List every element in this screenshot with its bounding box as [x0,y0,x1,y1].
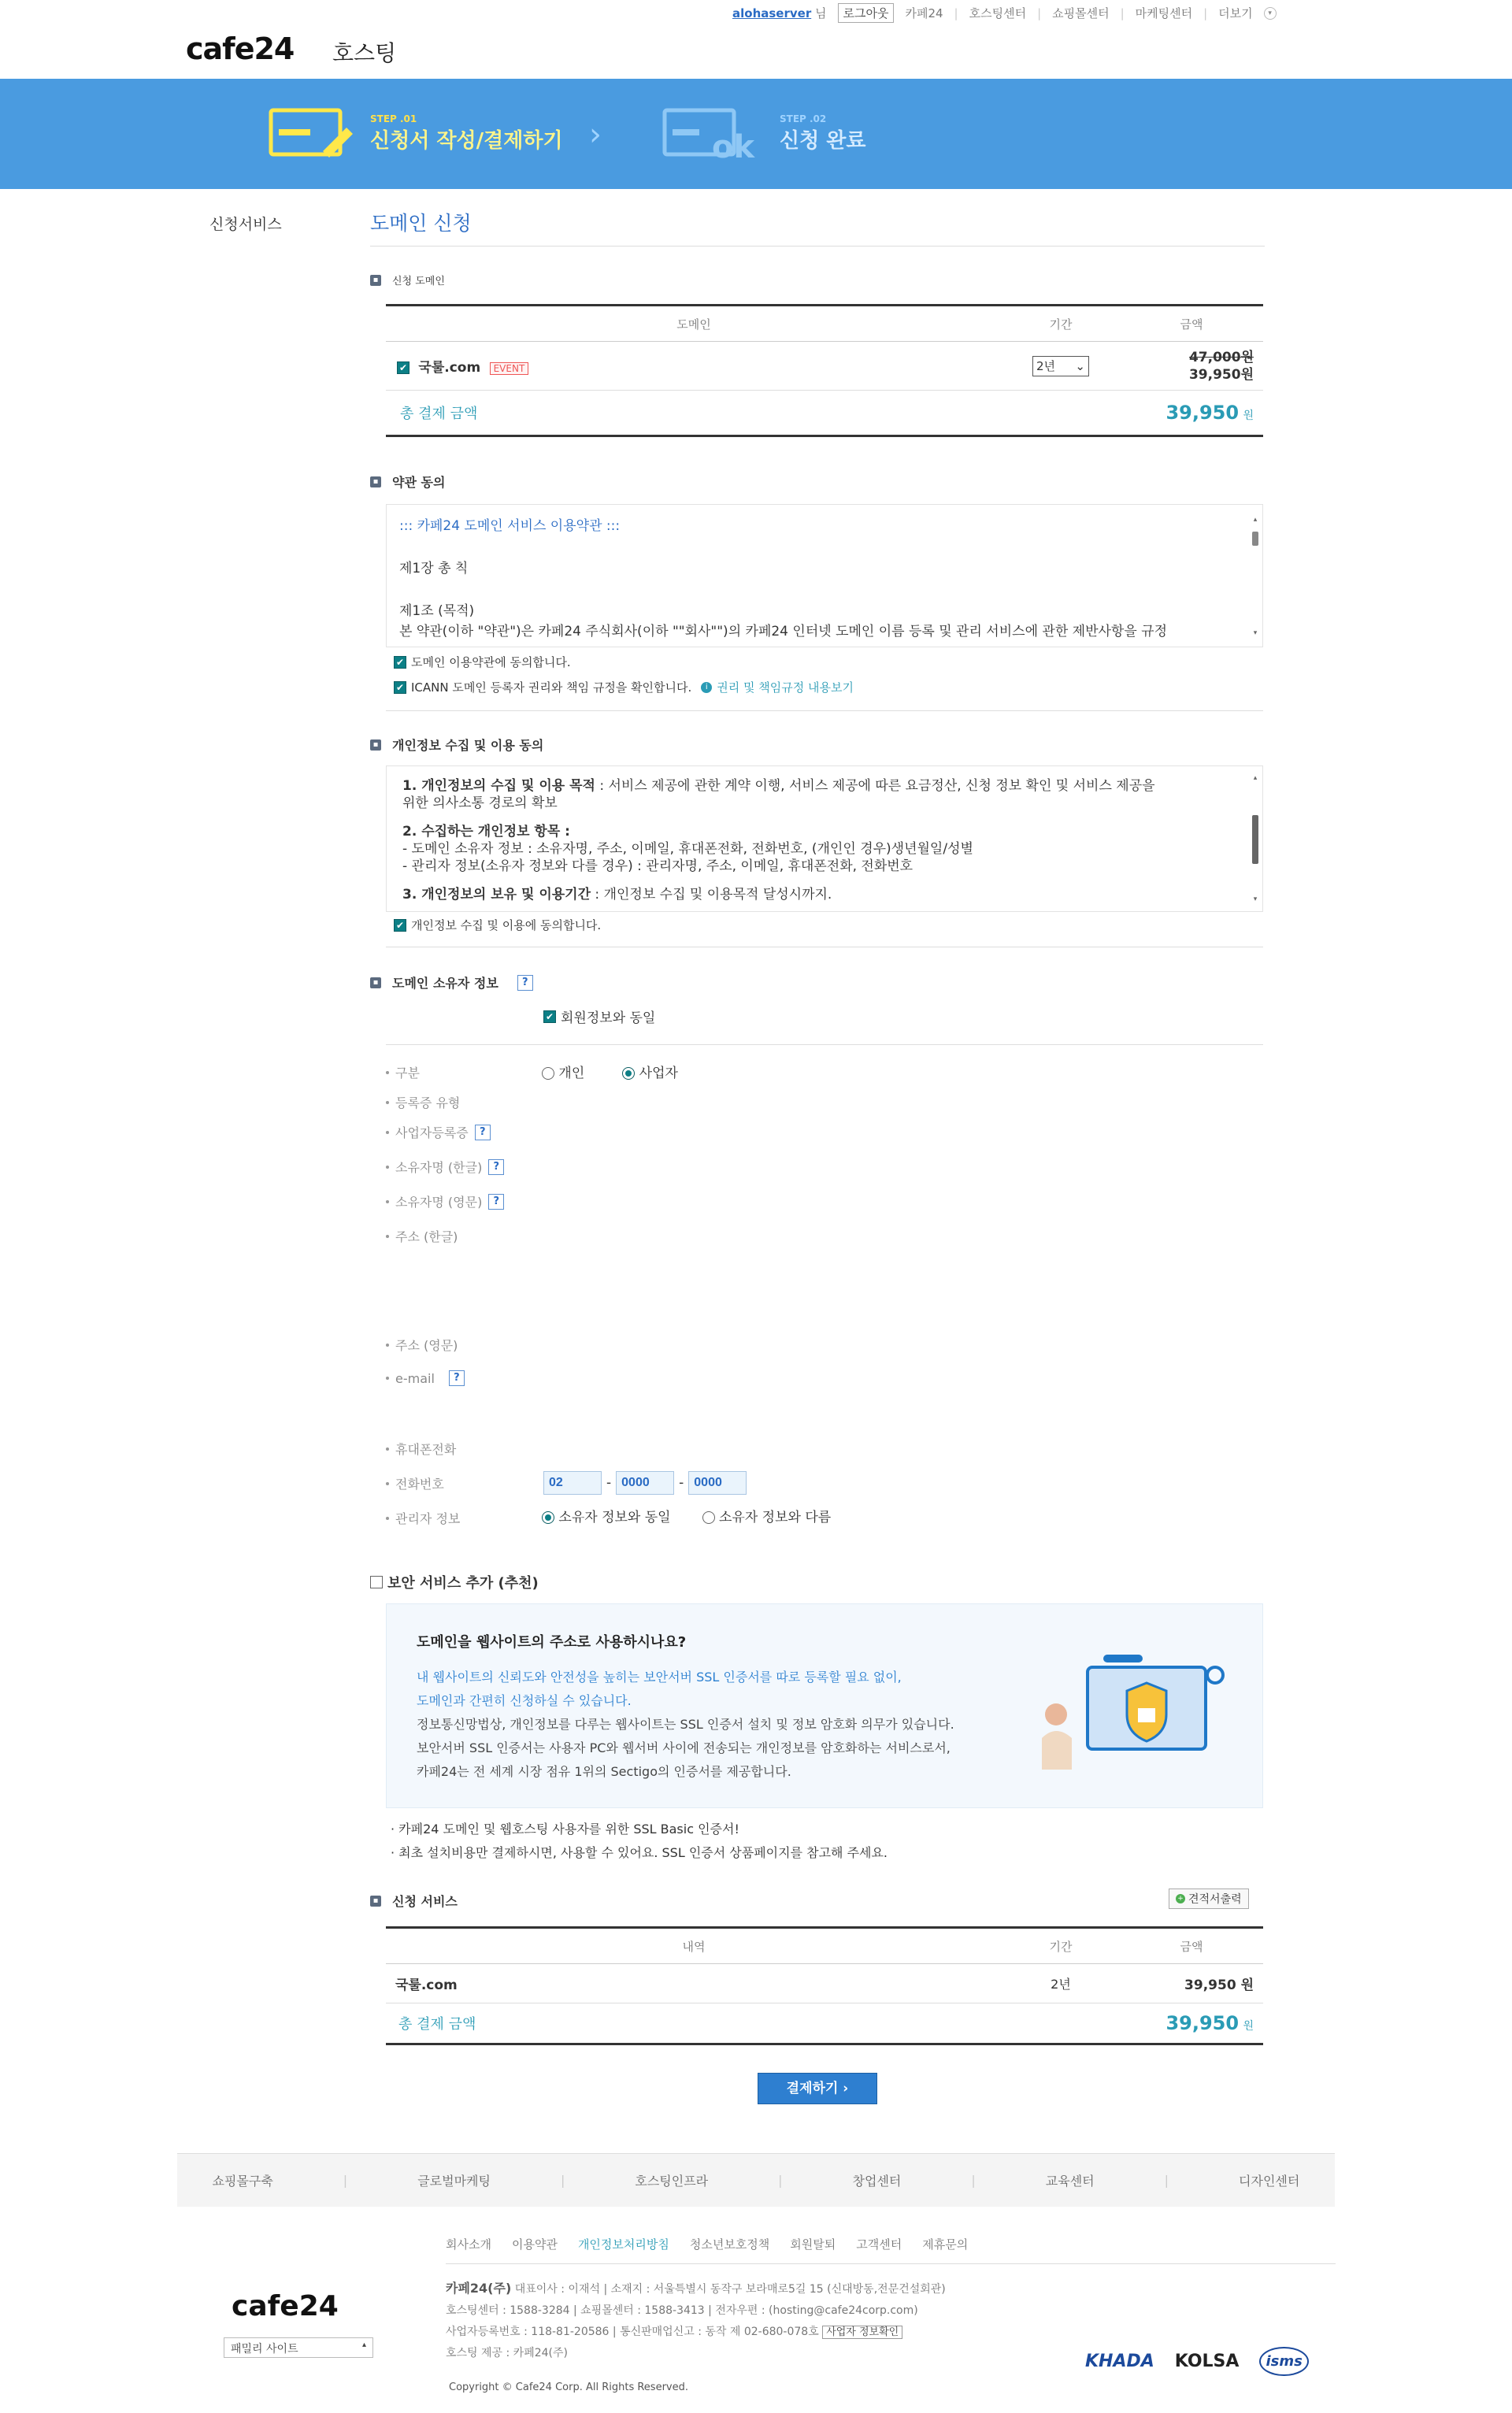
label-email: e-mail ? [386,1370,465,1386]
same-as-member[interactable]: ✔ 회원정보와 동일 [543,1006,655,1026]
owner-heading: ▪ 도메인 소유자 정보 ? [370,973,533,992]
label-phone: 전화번호 [386,1474,444,1492]
phone-inputs [543,1471,747,1495]
scroll-down-icon: ▾ [1253,629,1258,637]
privacy-p2-line2: - 관리자 정보(소유자 정보와 다를 경우) : 관리자명, 주소, 이메일, 휴대폰전화, 전화번호 [402,858,914,874]
bullet-icon: ▪ [370,275,381,286]
step-2-number: STEP .02 [780,113,827,124]
owner-type-radios [542,1062,678,1081]
terms-scrollbox[interactable] [386,504,1263,647]
icann-agree-checkbox[interactable]: ✔ [394,681,406,694]
footer-nav-item[interactable]: 쇼핑몰구축 [212,2174,273,2189]
label-type: 구분 [386,1063,420,1081]
footer-link-support[interactable]: 고객센터 [856,2237,902,2252]
bullet-icon: ▪ [370,1896,381,1907]
service-label: 신청서비스 [209,216,282,233]
radio-business[interactable]: 사업자 [622,1062,678,1081]
label-mobile: 휴대폰전화 [386,1440,456,1458]
privacy-heading: ▪ 개인정보 수집 및 이용 동의 [370,736,543,754]
help-icon[interactable]: ? [488,1194,504,1210]
label-addr-kr: 주소 (한글) [386,1227,458,1245]
footer-link-withdraw[interactable]: 회원탈퇴 [790,2237,836,2252]
footer-link-terms[interactable]: 이용약관 [511,2237,558,2252]
pay-button[interactable]: 결제하기 › [758,2073,877,2104]
ssl-body-text: 정보통신망법상, 개인정보를 다루는 웹사이트는 SSL 인증서 설치 및 정보 암호화 의무가 있습니다. 보안서버 SSL 인증서는 사용자 PC와 웹서버 사이에 전송되는 개인정보를 암호화하는 서비스로서, 카페24는 전 세계 시장 점유 1위의 Sectigo의 인증서를 제공합니다. [417,1717,954,1779]
label-admin: 관리자 정보 [386,1509,460,1527]
scroll-thumb[interactable] [1252,532,1258,546]
separator: | [954,6,958,20]
summary-total-unit: 원 [1243,2020,1254,2033]
summary-price: 39,950 원 [1120,1964,1263,2003]
quote-print-button[interactable]: + 견적서출력 [1169,1889,1249,1909]
chevron-down-icon: ⌄ [1075,358,1085,373]
radio-admin-same[interactable]: 소유자 정보와 동일 [542,1506,671,1525]
summary-heading: ▪ 신청 서비스 [370,1892,458,1910]
ssl-checkbox[interactable] [370,1576,383,1588]
bullet-icon: ▪ [370,739,381,751]
radio-admin-diff[interactable]: 소유자 정보와 다름 [702,1506,832,1525]
bullet-icon: ▪ [370,476,381,487]
ssl-promo-box [386,1603,1263,1808]
khada-badge: KHADA [1085,2352,1154,2371]
ssl-notes: · 카페24 도메인 및 웹호스팅 사용자를 위한 SSL Basic 인증서! · 최초 설치비용만 결제하시면, 사용할 수 있어요. SSL 인증서 상품페이지를 참고해 주세요. [391,1822,888,1860]
util-link-cafe24[interactable]: 카페24 [905,6,943,20]
copyright: Copyright © Cafe24 Corp. All Rights Reserved. [449,2381,688,2393]
col-price: 금액 [1120,1928,1263,1964]
scroll-up-icon: ▴ [1253,516,1258,524]
divider [446,2263,1336,2264]
hosting-brand-label: 호스팅 [332,40,397,66]
footer-company: 카페24(주) [446,2281,512,2296]
summary-table [386,1926,1263,2045]
isms-badge: isms [1259,2347,1308,2376]
separator: | [1203,6,1208,20]
original-price: 47,000원 [1188,349,1254,365]
phone-area-input[interactable] [543,1471,602,1495]
privacy-p3-body: : 개인정보 수집 및 이용목적 달성시까지. [591,887,832,903]
privacy-agree[interactable]: ✔ 개인정보 수집 및 이용에 동의합니다. [394,917,601,933]
bullet-icon: ▪ [370,977,381,988]
ssl-blue-text: 내 웹사이트의 신뢰도와 안전성을 높히는 보안서버 SSL 인증서를 따로 등록할 필요 없이, 도메인과 간편히 신청하실 수 있습니다. [417,1670,902,1708]
terms-article: 제1조 (목적) [399,603,475,619]
privacy-agree-checkbox[interactable]: ✔ [394,919,406,932]
form-write-icon [268,106,354,161]
cert-badges [1085,2347,1309,2376]
discount-price: 39,950원 [1188,366,1254,383]
footer-nav-item[interactable]: 교육센터 [1045,2174,1095,2189]
col-item: 내역 [386,1928,1002,1964]
step-1-label: 신청서 작성/결제하기 [370,128,563,153]
step-1-number: STEP .01 [370,113,417,124]
scrollbar[interactable] [1251,769,1259,908]
ssl-add[interactable]: 보안 서비스 추가 (추천) [370,1572,539,1592]
col-price: 금액 [1120,306,1263,342]
privacy-p2-line1: - 도메인 소유자 정보 : 소유자명, 주소, 이메일, 휴대폰전화, 전화번호, (개인인 경우)생년월일/성별 [402,841,973,857]
same-member-checkbox[interactable]: ✔ [543,1010,556,1023]
domain-name: 국룰.com [418,360,481,376]
chevron-right-icon: › [589,117,602,153]
scroll-down-icon: ▾ [1253,895,1258,903]
security-illustration-icon [1040,1651,1229,1770]
terms-doc-title: ::: 카페24 도메인 서비스 이용약관 ::: [399,518,621,534]
col-period: 기간 [1002,1928,1120,1964]
privacy-p1-body2: 위한 의사소통 경로의 확보 [402,795,558,811]
phone-last-input[interactable] [688,1471,747,1495]
footer-nav-item[interactable]: 글로벌마케팅 [417,2174,491,2189]
privacy-p1-body: : 서비스 제공에 관한 계약 이행, 서비스 제공에 따른 요금정산, 신청 정보 확인 및 서비스 제공을 [595,778,1155,794]
ok-complete-icon [662,106,764,161]
util-link-more[interactable]: 더보기 [1218,6,1253,20]
terms-agree-2[interactable]: ✔ ICANN 도메인 등록자 권리와 책임 규정을 확인합니다. i 권리 및 책임규정 내용보기 [394,679,854,695]
terms-chapter: 제1장 총 칙 [399,561,469,576]
label-name-en: 소유자명 (영문) ? [386,1192,504,1210]
footer-link-about[interactable]: 회사소개 [446,2237,491,2252]
username-link[interactable]: alohaserver [732,6,812,20]
summary-total-value: 39,950 [1166,2012,1240,2034]
privacy-p1-title: 1. 개인정보의 수집 및 이용 목적 [402,778,595,794]
footer-nav-item[interactable]: 디자인센터 [1239,2174,1300,2189]
domain-table [386,304,1263,437]
svg-text:ok: ok [712,129,755,161]
separator: | [1037,6,1042,20]
footer-nav-item[interactable]: 호스팅인프라 [635,2174,709,2189]
privacy-scrollbox[interactable] [386,765,1263,912]
label-biz-no: 사업자등록증 ? [386,1123,491,1141]
help-icon[interactable]: ? [475,1125,491,1140]
dash: - [606,1475,612,1491]
footer-nav-item[interactable]: 창업센터 [852,2174,902,2189]
footer-links [446,2236,968,2252]
privacy-p3-title: 3. 개인정보의 보유 및 이용기간 [402,887,591,903]
help-icon[interactable]: ? [488,1159,504,1175]
step-2 [662,106,866,161]
terms-agree-checkbox[interactable]: ✔ [394,656,406,669]
plus-icon: + [1176,1894,1185,1903]
label-reg-type: 등록증 유형 [386,1093,460,1111]
util-link-shopping[interactable]: 쇼핑몰센터 [1052,6,1110,20]
admin-radios [542,1506,831,1525]
footer-company-info: 카페24(주) 대표이사 : 이재석 | 소재지 : 서울특별시 동작구 보라매로5길 15 (신대방동,전문건설회관) 호스팅센터 : 1588-3284 | 쇼핑몰센터 : 1588-3413 | 전자우편 : (hosting@cafe24corp.com) 사업자등록번호 : 118-81-20586 | 통신판매업신고 : 동작 제 02-680-078호 사업자 정보확인 호스팅 제공 : 카페24(주) [446,2281,946,2359]
biz-info-button[interactable]: 사업자 정보확인 [822,2326,902,2339]
rights-link[interactable]: 권리 및 책임규정 내용보기 [717,680,854,695]
divider [386,1044,1263,1045]
step-1 [268,106,563,161]
event-badge: EVENT [490,362,529,375]
footer-link-privacy[interactable]: 개인정보처리방침 [577,2237,669,2252]
summary-period: 2년 [1002,1964,1120,2003]
domain-checkbox[interactable]: ✔ [397,361,410,374]
col-period: 기간 [1002,306,1120,342]
help-icon[interactable]: ? [517,975,533,991]
util-link-marketing[interactable]: 마케팅센터 [1135,6,1193,20]
summary-total-label: 총 결제 금액 [398,2016,476,2033]
scroll-thumb[interactable] [1252,815,1258,864]
step-banner [0,79,1512,189]
chevron-up-icon: ▴ [361,2341,366,2349]
footer-link-partner[interactable]: 제휴문의 [922,2237,969,2252]
top-utility-bar [732,3,1277,23]
user-suffix: 님 [815,6,827,20]
kolsa-badge: KOLSA [1174,2352,1240,2371]
cafe24-logo[interactable]: cafe24 [186,32,295,66]
logout-button[interactable]: 로그아웃 [838,3,895,23]
chevron-right-icon: › [843,2081,849,2096]
table-row [386,342,1263,391]
radio-personal[interactable]: 개인 [542,1062,584,1081]
util-link-hosting[interactable]: 호스팅센터 [969,6,1027,20]
table-row [386,1964,1263,2003]
label-addr-en: 주소 (영문) [386,1336,458,1354]
label-name-kr: 소유자명 (한글) ? [386,1158,504,1176]
footer-link-youth[interactable]: 청소년보호정책 [689,2237,770,2252]
period-select[interactable]: 2년 ⌄ [1032,356,1089,376]
footer-nav: 쇼핑몰구축 | 글로벌마케팅 | 호스팅인프라 | 창업센터 | 교육센터 | 디자인센터 [177,2153,1335,2207]
separator: | [1120,6,1125,20]
terms-agree-1[interactable]: ✔ 도메인 이용약관에 동의합니다. [394,654,571,670]
total-unit: 원 [1243,410,1254,422]
summary-item: 국룰.com [386,1964,1002,2003]
phone-mid-input[interactable] [616,1471,674,1495]
footer-logo: cafe24 [232,2290,339,2322]
total-label: 총 결제 금액 [400,406,478,422]
scroll-up-icon: ▴ [1253,774,1258,782]
ssl-title: 도메인을 웹사이트의 주소로 사용하시나요? [417,1634,687,1651]
help-icon[interactable]: ? [449,1370,465,1386]
dash: - [679,1475,684,1491]
terms-heading: ▪ 약관 동의 [370,473,445,491]
total-value: 39,950 [1166,402,1240,424]
page-title: 도메인 신청 [370,212,472,235]
domain-section-heading: ▪ 신청 도메인 [370,272,445,287]
divider [386,710,1263,711]
info-icon: i [701,682,712,693]
step-2-label: 신청 완료 [780,128,866,153]
chevron-down-icon[interactable]: ▾ [1264,7,1277,20]
family-site-select[interactable]: 패밀리 사이트 ▴ [224,2337,373,2358]
scrollbar[interactable] [1251,510,1259,643]
terms-body: 본 약관(이하 "약관")은 카페24 주식회사(이하 ""회사"")의 카페24 인터넷 도메인 이름 등록 및 관리 서비스에 관한 제반사항을 규정 [399,624,1168,639]
privacy-p2-title: 2. 수집하는 개인정보 항목 : [402,824,570,840]
col-domain: 도메인 [386,306,1002,342]
